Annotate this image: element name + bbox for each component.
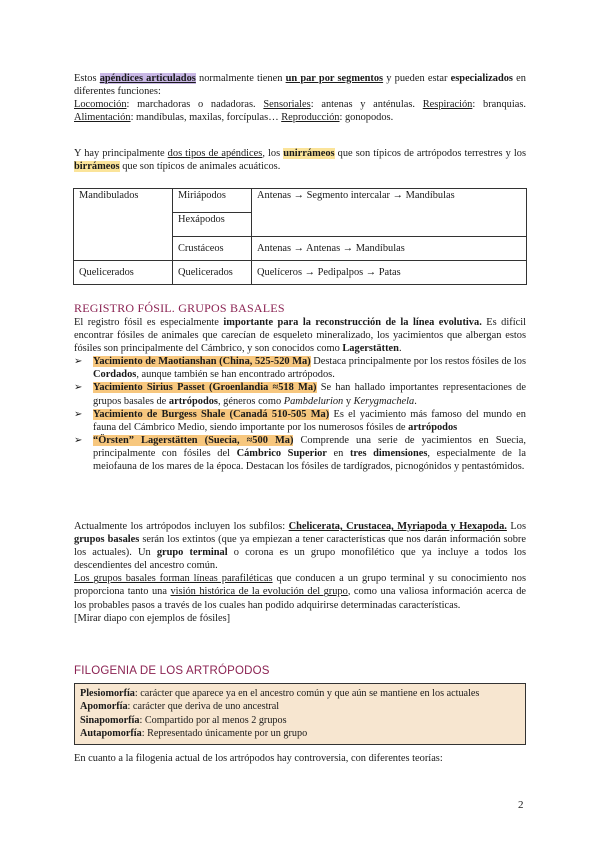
cell-desc-crustaceos: Antenas → Antenas → Mandíbulas bbox=[252, 237, 527, 261]
definitions-box bbox=[74, 683, 526, 745]
fossil-section-title: REGISTRO FÓSIL. GRUPOS BASALES bbox=[74, 301, 285, 315]
definition-item: Plesiomorfía: carácter que aparece ya en el ancestro común y que aún se mantiene en los actuales bbox=[80, 688, 480, 699]
appendage-types-paragraph: Y hay principalmente dos tipos de apéndices, los unirrámeos que son típicos de artrópodos terrestres y los birrámeos que son típicos de animales acuáticos. bbox=[74, 148, 526, 173]
fossil-sites-list bbox=[74, 355, 526, 473]
highlight-birrameos: birrámeos bbox=[74, 161, 120, 173]
list-item: ➢ “Örsten” Lagerstätten (Suecia, ≈500 Ma) Comprende una serie de yacimientos en Suecia, principalmente con fósiles del Cámbrico Superior en tres dimensiones, especialmente de la meiofauna de los mares de la época. Destacan los fósiles de tardígrados, picnogónidos y pentastómidos. bbox=[74, 434, 526, 473]
fossil-slide-note: [Mirar diapo con ejemplos de fósiles] bbox=[74, 612, 231, 624]
highlight-apendices: apéndices articulados bbox=[99, 73, 196, 84]
phylogeny-section-title: FILOGENIA DE LOS ARTRÓPODOS bbox=[74, 665, 270, 677]
cell-desc-quelicerados: Quelíceros → Pedipalpos → Patas bbox=[252, 261, 527, 285]
arrow-bullet-icon: ➢ bbox=[74, 408, 83, 420]
cell-quelicerados: Quelicerados bbox=[173, 261, 252, 285]
page-number: 2 bbox=[518, 799, 524, 811]
cell-group-quelicerados: Quelicerados bbox=[74, 261, 173, 285]
arthropod-appendage-table bbox=[73, 188, 527, 285]
cell-hexapodos: Hexápodos bbox=[173, 213, 252, 237]
fossil-paragraph: El registro fósil es especialmente importante para la reconstrucción de la línea evolutiva. Es difícil encontrar fósiles de animales que carecían de esqueleto mineralizado, los yacimientos que albergan estos fósiles son principalmente del Cámbrico, y son conocidos como Lagerstätten. ➢ Yacimiento de Maotianshan (China, 525-520 Ma) Destaca principalmente por los restos fósiles de los Cordados, aunque también se han encontrado artrópodos. ➢ Yacimiento Sirius Passet (Groenlandia ≈518 Ma) Se han hallado importantes representaciones de grupos basales de artrópodos, géneros como Pambdelurion y Kerygmachela. ➢ Yacimiento de Burgess Shale (Canadá 510-505 Ma) Es el yacimiento más famoso del mundo en fauna del Cámbrico Medio, siendo importante por los numerosos fósiles de artrópodos ➢ “Örsten” Lagerstätten (Suecia, ≈500 Ma) Comprende una serie de yacimientos en Suecia, principalmente con fósiles del Cámbrico Superior en tres dimensiones, especialmente de la meiofauna de los mares de la época. Destacan los fósiles de tardígrados, picnogónidos y pentastómidos. bbox=[74, 317, 527, 473]
phylogeny-closing: En cuanto a la filogenia actual de los artrópodos hay controversia, con diferentes teorías: bbox=[74, 753, 443, 764]
arrow-bullet-icon: ➢ bbox=[74, 434, 83, 446]
arrow-bullet-icon: ➢ bbox=[74, 382, 83, 394]
subphyla-paragraph: Actualmente los artrópodos incluyen los subfilos: Chelicerata, Crustacea, Myriapoda y Hexapoda. Los grupos basales serán los extintos (que ya empiezan a tener características que nos darán información sobre los actuales). Un grupo terminal o corona es un grupo monofilético que ya incluye a todos los descendientes del ancestro común. Los grupos basales forman líneas parafiléticas que conducen a un grupo terminal y su conocimiento nos proporciona tanto una visión histórica de la evolución del grupo, como una valiosa información acerca de los probables pasos a través de los cuales han podido adquirirse determinadas características. [Mirar diapo con ejemplos de fósiles] bbox=[74, 521, 527, 624]
cell-desc-miriapodos: Antenas → Segmento intercalar → Mandíbulas bbox=[252, 189, 527, 237]
list-item: ➢ Yacimiento de Burgess Shale (Canadá 510-505 Ma) Es el yacimiento más famoso del mundo en fauna del Cámbrico Medio, siendo importante por los numerosos fósiles de artrópodos bbox=[74, 408, 526, 433]
definition-item: Autapomorfía: Representado únicamente por un grupo bbox=[80, 728, 308, 740]
arrow-bullet-icon: ➢ bbox=[74, 356, 83, 368]
cell-crustaceos: Crustáceos bbox=[173, 237, 252, 261]
appendages-paragraph: Estos apéndices articulados normalmente tienen un par por segmentos y pueden estar especializados en diferentes funciones: Locomoción: marchadoras o nadadoras. Sensoriales: antenas y anténulas. Respiración: branquias. Alimentación: mandíbulas, maxilas, forcípulas… Reproducción: gonopodos. bbox=[74, 73, 526, 124]
list-item: ➢ Yacimiento Sirius Passet (Groenlandia ≈518 Ma) Se han hallado importantes representaciones de grupos basales de artrópodos, géneros como Pambdelurion y Kerygmachela. bbox=[74, 382, 526, 407]
highlight-unirrameos: unirrámeos bbox=[283, 148, 335, 159]
cell-miriapodos: Miriápodos bbox=[173, 189, 252, 213]
appendage-functions: Locomoción: marchadoras o nadadoras. Sensoriales: antenas y anténulas. Respiración: branquias. Alimentación: mandíbulas, maxilas, forcípulas… Reproducción: gonopodos. bbox=[74, 99, 526, 124]
list-item: ➢ Yacimiento de Maotianshan (China, 525-520 Ma) Destaca principalmente por los restos fósiles de los Cordados, aunque también se han encontrado artrópodos. bbox=[74, 356, 526, 381]
cell-group-mandibulados: Mandibulados bbox=[74, 189, 173, 261]
definition-item: Apomorfía: carácter que deriva de uno ancestral bbox=[80, 701, 280, 713]
definition-item: Sinapomorfía: Compartido por al menos 2 grupos bbox=[80, 714, 287, 726]
